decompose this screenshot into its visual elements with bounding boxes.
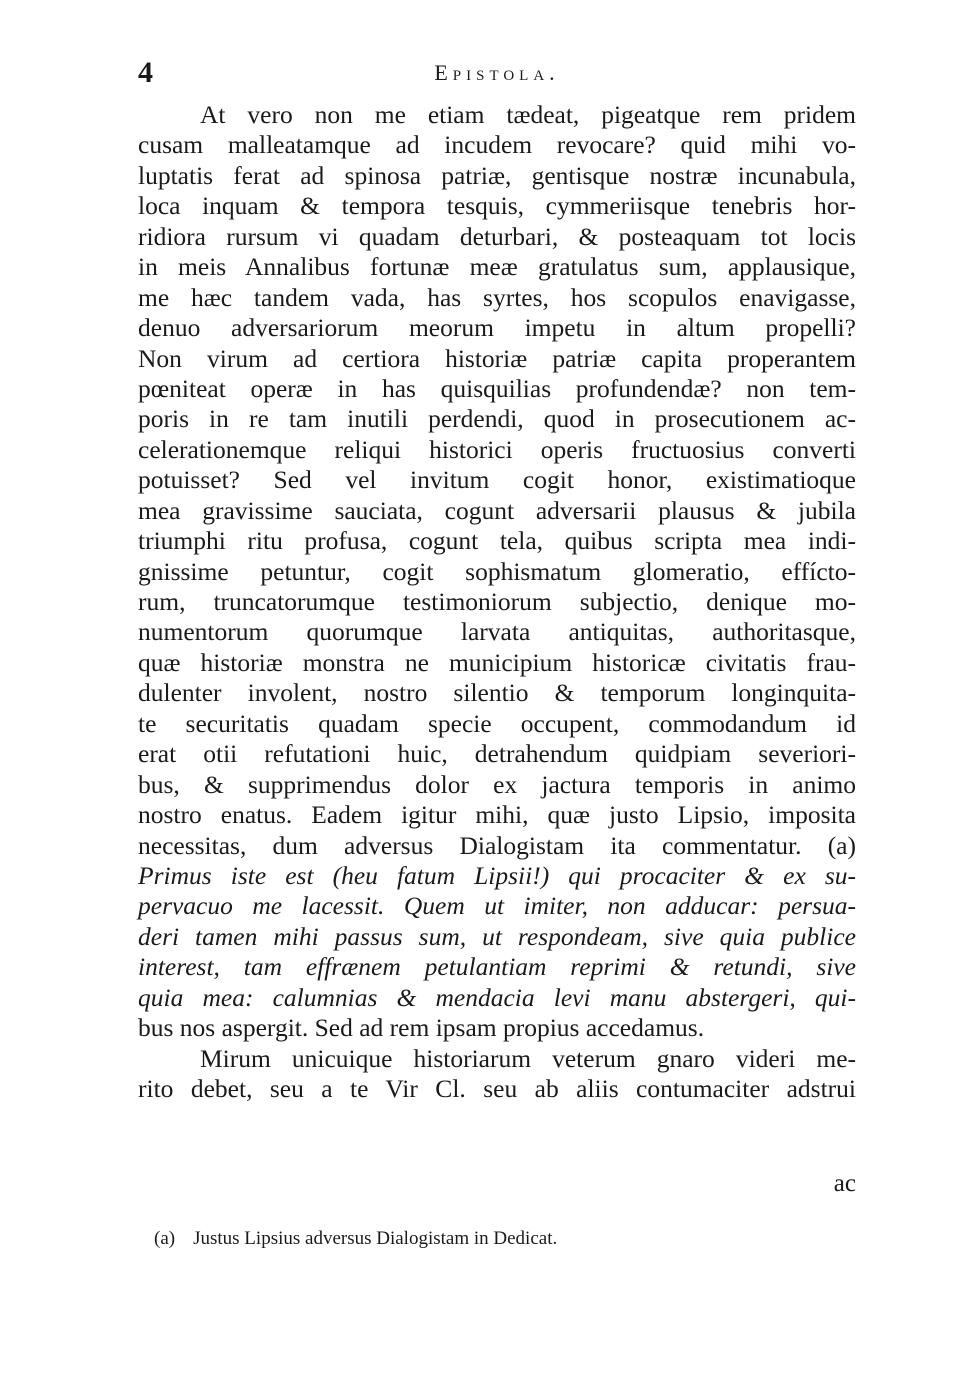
page-number: 4 xyxy=(138,56,153,89)
text-line: te securitatis quadam specie occupent, commodandum id xyxy=(138,708,856,738)
text-line: erat otii refutationi huic, detrahendum quidpiam severiori- xyxy=(138,739,856,769)
text-line: loca inquam & tempora tesquis, cymmeriisque tenebris hor- xyxy=(138,191,856,221)
footnote-marker: (a) xyxy=(154,1228,176,1249)
text-line: At vero non me etiam tædeat, pigeatque rem pridem xyxy=(200,100,856,129)
quotation-line: quia mea: calumnias & mendacia levi manu abstergeri, qui- xyxy=(138,982,856,1012)
text-line: ridiora rursum vi quadam deturbari, & posteaquam tot locis xyxy=(138,221,856,251)
footnote xyxy=(154,1228,557,1250)
text-line: celerationemque reliqui historici operis fructuosius converti xyxy=(138,434,856,464)
text-line: in meis Annalibus fortunæ meæ gratulatus sum, applausique, xyxy=(138,252,856,282)
text-line: mea gravissime sauciata, cogunt adversarii plausus & jubila xyxy=(138,495,856,525)
text-line: pœniteat operæ in has quisquilias profundendæ? non tem- xyxy=(138,373,856,403)
text-line: luptatis ferat ad spinosa patriæ, gentisque nostræ incunabula, xyxy=(138,160,856,190)
body-text xyxy=(138,100,856,1104)
text-line: me hæc tandem vada, has syrtes, hos scopulos enavigasse, xyxy=(138,282,856,312)
text-line: triumphi ritu profusa, cogunt tela, quibus scripta mea indi- xyxy=(138,526,856,556)
running-title: Epistola. xyxy=(434,60,560,85)
text-line: quæ historiæ monstra ne municipium historicæ civitatis frau- xyxy=(138,647,856,677)
quotation-line: deri tamen mihi passus sum, ut respondeam, sive quia publice xyxy=(138,921,856,951)
text-line: bus nos aspergit. Sed ad rem ipsam propius accedamus. xyxy=(138,1013,705,1043)
quotation-line: Primus iste est (heu fatum Lipsii!) qui procaciter & ex su- xyxy=(138,860,856,890)
text-line: dulenter involent, nostro silentio & temporum longinquita- xyxy=(138,678,856,708)
text-line: gnissime petuntur, cogit sophismatum glomeratio, effícto- xyxy=(138,556,856,586)
text-line: rum, truncatorumque testimoniorum subjectio, denique mo- xyxy=(138,587,856,616)
text-line: cusam malleatamque ad incudem revocare? quid mihi vo- xyxy=(138,130,856,160)
text-line: Mirum unicuique historiarum veterum gnaro videri me- xyxy=(200,1043,856,1073)
text-line: denuo adversariorum meorum impetu in altum propelli? xyxy=(138,313,856,343)
text-line: Non virum ad certiora historiæ patriæ capita properantem xyxy=(138,343,856,373)
page-header xyxy=(138,56,856,92)
quotation-line: pervacuo me lacessit. Quem ut imiter, non adducar: persua- xyxy=(138,891,856,921)
text-line: necessitas, dum adversus Dialogistam ita commentatur. (a) xyxy=(138,830,856,860)
text-line: bus, & supprimendus dolor ex jactura temporis in animo xyxy=(138,769,856,799)
text-line: poris in re tam inutili perdendi, quod in prosecutionem ac- xyxy=(138,404,856,434)
text-line: numentorum quorumque larvata antiquitas, authoritasque, xyxy=(138,617,856,647)
quotation-line: interest, tam effrænem petulantiam reprimi & retundi, sive xyxy=(138,952,856,982)
text-line: potuisset? Sed vel invitum cogit honor, existimatioque xyxy=(138,465,856,495)
text-line: rito debet, seu a te Vir Cl. seu ab aliis contumaciter adstrui xyxy=(138,1074,856,1103)
catchword: ac xyxy=(833,1170,856,1197)
footnote-text: Justus Lipsius adversus Dialogistam in Dedicat. xyxy=(193,1228,558,1249)
text-line: nostro enatus. Eadem igitur mihi, quæ justo Lipsio, imposita xyxy=(138,800,856,830)
